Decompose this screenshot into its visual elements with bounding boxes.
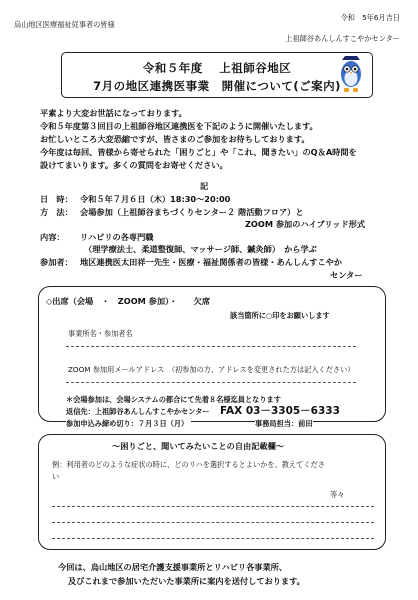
- office-participant-label: 事業所名・参加者名: [68, 329, 133, 338]
- intro-line-3: お忙しいところ大変恐縮ですが、皆さまのご参加をお待ちしております。: [40, 134, 310, 144]
- content-value-2: （理学療法士、柔道整復師、マッサージ師、鍼灸師） から学ぶ: [84, 244, 317, 254]
- intro-line-1: 平素より大変お世話になっております。: [40, 108, 187, 118]
- title-line-1: 令和５年度 上祖師谷地区: [142, 61, 292, 75]
- zoom-email-label: ZOOM 参加用メールアドレス （初参加の方、アドレスを変更された方は記入ください）: [68, 365, 355, 374]
- recipient-line: 烏山地区医療福祉従事者の皆様: [14, 20, 115, 29]
- method-value-2: ZOOM 参加のハイブリッド形式: [245, 219, 366, 229]
- zoom-email-field[interactable]: [66, 382, 356, 383]
- issue-date: 令和 5年6月吉日: [340, 13, 400, 22]
- questions-heading: ～困りごと、聞いてみたいことの自由記載欄～: [112, 441, 284, 451]
- footer-line-2: 及びこれまで参加いただいた事業所に案内を送付しております。: [68, 576, 305, 586]
- staff-contact: 事務局担当：前田: [255, 419, 313, 428]
- questions-example: 例：利用者のどのような症状の時に、どのリハを選択するとよいかを、教えてくださ: [52, 460, 325, 469]
- questions-etc: 等々: [330, 490, 345, 499]
- title-box: [61, 52, 373, 98]
- sender-name: 上祖師谷あんしんすこやかセンター: [285, 34, 400, 43]
- method-value: 会場参加（上祖師谷まちづくりセンター２ 階活動フロア）と: [80, 207, 304, 217]
- intro-line-4: 今年度は毎回、皆様から寄せられた「困りごと」や「これ、聞きたい」のQ＆A時間を: [40, 147, 357, 157]
- footer-line-1: 今回は、烏山地区の居宅介護支援事業所とリハビリ各事業所、: [58, 562, 288, 572]
- intro-line-2: 令和５年度第３回目の上祖師谷地区連携医を下記のように開催いたします。: [40, 121, 318, 131]
- mark-instruction: 該当箇所に○印をお願いします: [230, 311, 330, 320]
- questions-write-line-2[interactable]: [52, 522, 374, 523]
- attendance-options[interactable]: ◇出席（会場 ・ ZOOM 参加）・ 欠席: [46, 296, 211, 306]
- date-value: 令和５年７月６日（木）18:30～20:00: [80, 194, 231, 204]
- date-label: 日 時：: [40, 194, 73, 204]
- mascot-icon: [338, 55, 364, 95]
- content-value: リハビリの各専門職: [80, 232, 154, 242]
- questions-write-line-1[interactable]: [52, 506, 374, 507]
- questions-example-end: い: [52, 472, 60, 481]
- reply-to: 返信先：上祖師谷あんしんすこやかセンター: [66, 407, 210, 416]
- method-label: 方 法：: [40, 207, 73, 217]
- deadline: 参加申込み締め切り：７月３日（月）: [66, 419, 191, 429]
- content-label: 内容：: [40, 232, 65, 242]
- office-participant-field[interactable]: [66, 346, 356, 347]
- ki-heading: 記: [200, 181, 209, 191]
- title-line-2: 7月の地区連携医事業 開催について(ご案内): [93, 79, 341, 93]
- venue-capacity-note: ＊会場参加は、会場システムの都合にて先着８名様迄員となります: [66, 395, 281, 404]
- participants-value-2: センター: [330, 270, 363, 280]
- fax-number: FAX 03－3305－6333: [220, 405, 340, 417]
- participants-label: 参加者：: [40, 257, 73, 267]
- participants-value: 地区連携医太田祥一先生・医療・福祉関係者の皆様・あんしんすこやか: [80, 257, 343, 267]
- questions-write-line-3[interactable]: [52, 538, 374, 539]
- intro-line-5: 設けてまいります。多くの質問をお寄せください。: [40, 160, 228, 170]
